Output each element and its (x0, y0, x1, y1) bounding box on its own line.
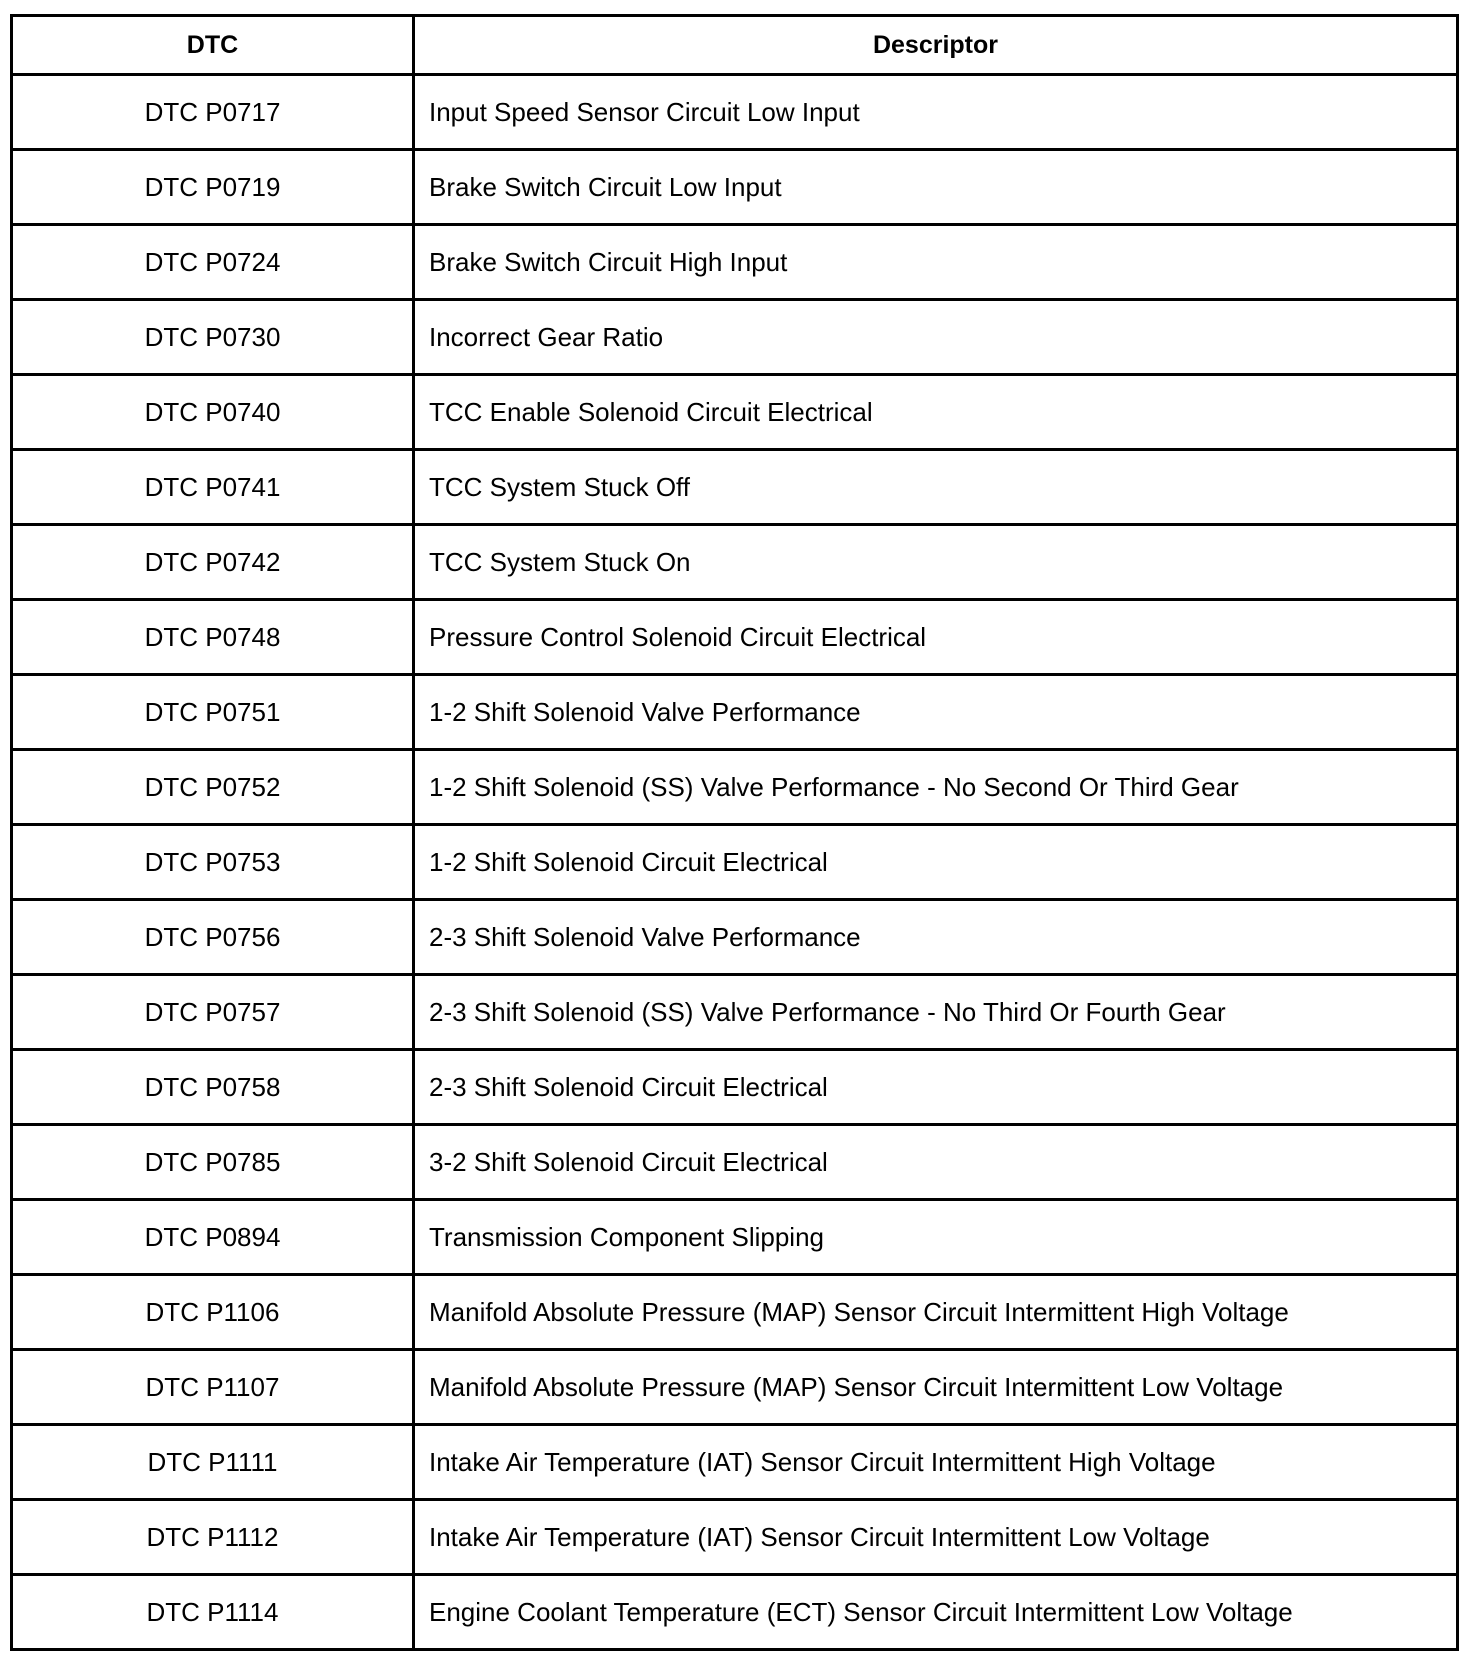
dtc-code-cell: DTC P1112 (12, 1500, 414, 1575)
column-header-dtc: DTC (12, 16, 414, 75)
table-row (12, 1425, 1458, 1500)
dtc-code-cell: DTC P0894 (12, 1200, 414, 1275)
column-header-descriptor: Descriptor (414, 16, 1458, 75)
dtc-code-cell: DTC P1107 (12, 1350, 414, 1425)
table-row (12, 1200, 1458, 1275)
table-row (12, 675, 1458, 750)
dtc-table (10, 14, 1459, 1651)
dtc-code-cell: DTC P0724 (12, 225, 414, 300)
dtc-code-cell: DTC P0742 (12, 525, 414, 600)
dtc-code-cell: DTC P0757 (12, 975, 414, 1050)
descriptor-cell: 1-2 Shift Solenoid (SS) Valve Performance - No Second Or Third Gear (414, 750, 1458, 825)
table-row (12, 1050, 1458, 1125)
descriptor-cell: Intake Air Temperature (IAT) Sensor Circuit Intermittent Low Voltage (414, 1500, 1458, 1575)
descriptor-cell: Brake Switch Circuit Low Input (414, 150, 1458, 225)
header-row (12, 16, 1458, 75)
descriptor-cell: Engine Coolant Temperature (ECT) Sensor Circuit Intermittent Low Voltage (414, 1575, 1458, 1650)
table-row (12, 1575, 1458, 1650)
table-row (12, 225, 1458, 300)
table-row (12, 525, 1458, 600)
table-row (12, 750, 1458, 825)
table-row (12, 1125, 1458, 1200)
descriptor-cell: 2-3 Shift Solenoid Circuit Electrical (414, 1050, 1458, 1125)
descriptor-cell: Manifold Absolute Pressure (MAP) Sensor Circuit Intermittent Low Voltage (414, 1350, 1458, 1425)
dtc-code-cell: DTC P1114 (12, 1575, 414, 1650)
descriptor-cell: Brake Switch Circuit High Input (414, 225, 1458, 300)
table-row (12, 1350, 1458, 1425)
dtc-code-cell: DTC P0756 (12, 900, 414, 975)
descriptor-cell: TCC Enable Solenoid Circuit Electrical (414, 375, 1458, 450)
dtc-code-cell: DTC P1106 (12, 1275, 414, 1350)
dtc-code-cell: DTC P0753 (12, 825, 414, 900)
table-row (12, 975, 1458, 1050)
table-row (12, 150, 1458, 225)
table-row (12, 825, 1458, 900)
table-row (12, 375, 1458, 450)
dtc-code-cell: DTC P0730 (12, 300, 414, 375)
dtc-code-cell: DTC P0751 (12, 675, 414, 750)
descriptor-cell: 2-3 Shift Solenoid (SS) Valve Performance - No Third Or Fourth Gear (414, 975, 1458, 1050)
dtc-code-cell: DTC P0741 (12, 450, 414, 525)
table-row (12, 900, 1458, 975)
descriptor-cell: 2-3 Shift Solenoid Valve Performance (414, 900, 1458, 975)
table-row (12, 450, 1458, 525)
dtc-code-cell: DTC P0719 (12, 150, 414, 225)
descriptor-cell: Manifold Absolute Pressure (MAP) Sensor Circuit Intermittent High Voltage (414, 1275, 1458, 1350)
dtc-code-cell: DTC P1111 (12, 1425, 414, 1500)
table-row (12, 75, 1458, 150)
dtc-code-cell: DTC P0785 (12, 1125, 414, 1200)
table-row (12, 300, 1458, 375)
descriptor-cell: 3-2 Shift Solenoid Circuit Electrical (414, 1125, 1458, 1200)
table-row (12, 1500, 1458, 1575)
dtc-code-cell: DTC P0758 (12, 1050, 414, 1125)
descriptor-cell: TCC System Stuck On (414, 525, 1458, 600)
descriptor-cell: 1-2 Shift Solenoid Circuit Electrical (414, 825, 1458, 900)
dtc-code-cell: DTC P0752 (12, 750, 414, 825)
dtc-code-cell: DTC P0717 (12, 75, 414, 150)
descriptor-cell: 1-2 Shift Solenoid Valve Performance (414, 675, 1458, 750)
table-row (12, 1275, 1458, 1350)
descriptor-cell: Input Speed Sensor Circuit Low Input (414, 75, 1458, 150)
descriptor-cell: Pressure Control Solenoid Circuit Electrical (414, 600, 1458, 675)
descriptor-cell: Incorrect Gear Ratio (414, 300, 1458, 375)
descriptor-cell: TCC System Stuck Off (414, 450, 1458, 525)
table-row (12, 600, 1458, 675)
descriptor-cell: Intake Air Temperature (IAT) Sensor Circuit Intermittent High Voltage (414, 1425, 1458, 1500)
dtc-code-cell: DTC P0748 (12, 600, 414, 675)
descriptor-cell: Transmission Component Slipping (414, 1200, 1458, 1275)
dtc-code-cell: DTC P0740 (12, 375, 414, 450)
